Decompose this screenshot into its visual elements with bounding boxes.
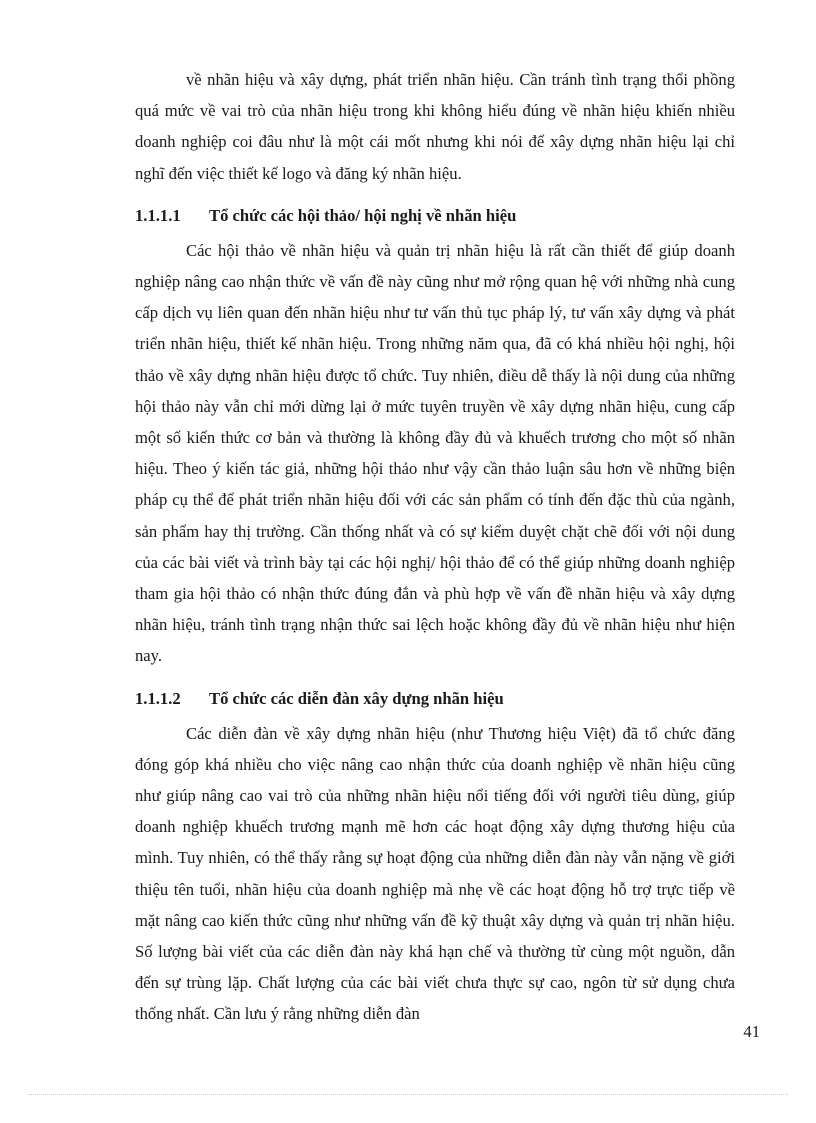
page-bottom-divider xyxy=(28,1094,788,1095)
section-title: Tổ chức các hội thảo/ hội nghị về nhãn hiệu xyxy=(209,205,517,225)
section-title: Tổ chức các diễn đàn xây dựng nhãn hiệu xyxy=(209,688,504,708)
intro-paragraph: về nhãn hiệu và xây dựng, phát triển nhãn hiệu. Cần tránh tình trạng thổi phồng quá mức về vai trò của nhãn hiệu trong khi không hiểu đúng về nhãn hiệu khiến nhiều doanh nghiệp coi đâu như là một cái mốt nhưng khi nói để xây dựng nhãn hiệu lại chỉ nghĩ đến việc thiết kế logo và đăng ký nhãn hiệu. xyxy=(135,70,735,183)
section-heading-1-1-1-1 xyxy=(135,203,735,229)
section-number: 1.1.1.2 xyxy=(135,688,181,708)
section-1-1-1-1-body: Các hội thảo về nhãn hiệu và quản trị nhãn hiệu là rất cần thiết để giúp doanh nghiệp nâng cao nhận thức về vấn đề này cũng như mở rộng quan hệ với những nhà cung cấp dịch vụ liên quan đến nhãn hiệu như tư vấn thủ tục pháp lý, tư vấn xây dựng và phát triển nhãn hiệu, thiết kế nhãn hiệu. Trong những năm qua, đã có khá nhiều hội nghị, hội thảo về xây dựng nhãn hiệu được tổ chức. Tuy nhiên, điều dễ thấy là nội dung của những hội thảo này vẫn chỉ mới dừng lại ở mức tuyên truyền về xây dựng nhãn hiệu, cung cấp một số kiến thức cơ bản và thường là không đầy đủ và khuếch trương cho một số nhãn hiệu. Theo ý kiến tác giả, những hội thảo như vậy cần thảo luận sâu hơn về những biện pháp cụ thể để phát triển nhãn hiệu đối với các sản phẩm có tính đến đặc thù của ngành, sản phẩm hay thị trường. Cần thống nhất và có sự kiểm duyệt chặt chẽ đối với nội dung của các bài viết và trình bày tại các hội nghị/ hội thảo để có thể giúp những doanh nghiệp tham gia hội thảo có nhận thức đúng đắn và phù hợp về vấn đề nhãn hiệu và xây dựng nhãn hiệu, tránh tình trạng nhận thức sai lệch hoặc không đầy đủ về nhãn hiệu như hiện nay. xyxy=(135,240,735,666)
section-number: 1.1.1.1 xyxy=(135,205,181,225)
section-heading-1-1-1-2 xyxy=(135,686,735,712)
page-content xyxy=(135,64,735,1030)
page-number: 41 xyxy=(743,1022,760,1041)
section-1-1-1-2-body: Các diễn đàn về xây dựng nhãn hiệu (như Thương hiệu Việt) đã tổ chức đăng đóng góp khá nhiều cho việc nâng cao nhận thức của doanh nghiệp về nhãn hiệu cũng như giúp nâng cao vai trò của những nhãn hiệu nổi tiếng đối với người tiêu dùng, giúp doanh nghiệp khuếch trương mạnh mẽ hơn các hoạt động xây dựng thương hiệu của mình. Tuy nhiên, có thể thấy rằng sự hoạt động của những diễn đàn này vẫn nặng về giới thiệu tên tuổi, nhãn hiệu của doanh nghiệp mà nhẹ về các hoạt động hỗ trợ trực tiếp về mặt nâng cao kiến thức cũng như những vấn đề kỹ thuật xây dựng và quản trị nhãn hiệu. Số lượng bài viết của các diễn đàn này khá hạn chế và thường từ cùng một nguồn, dẫn đến sự trùng lặp. Chất lượng của các bài viết chưa thực sự cao, ngôn từ sử dụng chưa thống nhất. Cần lưu ý rằng những diễn đàn xyxy=(135,723,735,1024)
